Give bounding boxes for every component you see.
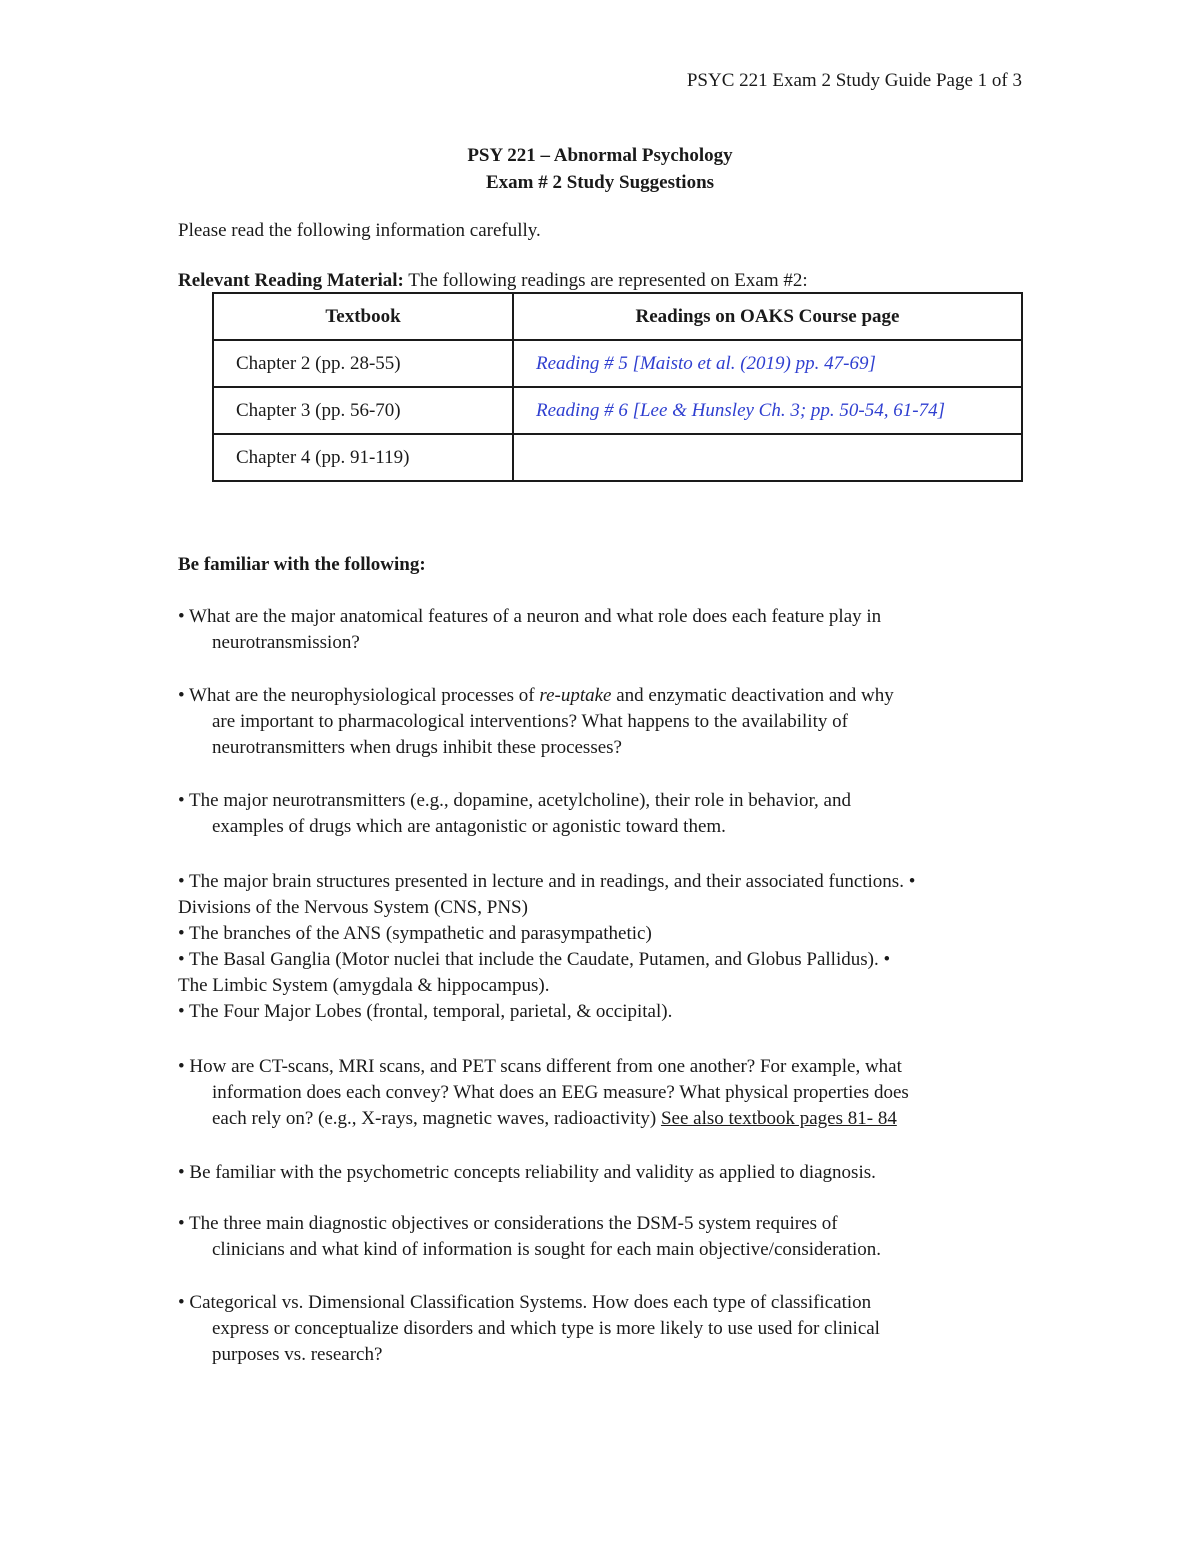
item-line: express or conceptualize disorders and which type is more likely to use used for clinical [212, 1318, 880, 1339]
item-line: • The three main diagnostic objectives or considerations the DSM-5 system requires of [178, 1213, 838, 1234]
reading-cell [513, 340, 1022, 387]
item-line: • Be familiar with the psychometric concepts reliability and validity as applied to diagnosis. [178, 1162, 876, 1183]
item-line: • How are CT-scans, MRI scans, and PET scans different from one another? For example, what [178, 1056, 902, 1077]
page-header: PSYC 221 Exam 2 Study Guide Page 1 of 3 [686, 70, 1022, 91]
item-line: Divisions of the Nervous System (CNS, PNS) [178, 897, 528, 918]
item-line: • The major brain structures presented in lecture and in readings, and their associated functions. • [178, 871, 916, 892]
relevant-reading [178, 270, 808, 292]
item-line: • The Four Major Lobes (frontal, temporal, parietal, & occipital). [178, 1001, 673, 1022]
familiar-heading: Be familiar with the following: [178, 554, 426, 575]
header-textbook: Textbook [213, 293, 513, 340]
item-text: • What are the neurophysiological processes of [178, 685, 540, 706]
course-title: PSY 221 – Abnormal Psychology [467, 145, 733, 166]
textbook-pages-link[interactable]: See also textbook pages 81- 84 [660, 1108, 897, 1129]
list-item-neurotransmitters [178, 788, 1038, 840]
table-row [213, 387, 1022, 434]
item-line: are important to pharmacological interventions? What happens to the availability of [212, 711, 848, 732]
reading-cell [513, 387, 1022, 434]
header-readings: Readings on OAKS Course page [513, 293, 1022, 340]
list-item-dsm [178, 1211, 1038, 1263]
document-title [0, 142, 1200, 196]
item-line [178, 1106, 1038, 1132]
list-item-brain [178, 869, 1038, 1025]
table-header-row [213, 293, 1022, 340]
item-line: • What are the major anatomical features of a neuron and what role does each feature play in [178, 606, 882, 627]
item-text: and enzymatic deactivation and why [611, 685, 894, 706]
item-line: neurotransmitters when drugs inhibit these processes? [212, 737, 622, 758]
item-line: • The major neurotransmitters (e.g., dopamine, acetylcholine), their role in behavior, and [178, 790, 851, 811]
item-line: • The branches of the ANS (sympathetic and parasympathetic) [178, 923, 652, 944]
list-item-neuron [178, 604, 1038, 656]
item-line: neurotransmission? [212, 632, 360, 653]
item-line: information does each convey? What does an EEG measure? What physical properties does [212, 1082, 909, 1103]
item-line: • Categorical vs. Dimensional Classification Systems. How does each type of classification [178, 1292, 872, 1313]
item-line: purposes vs. research? [212, 1344, 383, 1365]
table-row [213, 434, 1022, 481]
textbook-cell: Chapter 2 (pp. 28-55) [213, 340, 513, 387]
list-item-scans [178, 1054, 1038, 1132]
item-line: clinicians and what kind of information is sought for each main objective/consideration. [212, 1239, 882, 1260]
item-text: each rely on? (e.g., X-rays, magnetic waves, radioactivity) [212, 1108, 661, 1129]
relevant-label: Relevant Reading Material: [178, 270, 404, 291]
item-line: • The Basal Ganglia (Motor nuclei that include the Caudate, Putamen, and Globus Pallidus). • [178, 949, 891, 970]
reading-cell [513, 434, 1022, 481]
intro-text: Please read the following information carefully. [178, 220, 541, 241]
readings-table [212, 292, 1023, 482]
list-item-classification [178, 1290, 1038, 1368]
item-line: examples of drugs which are antagonistic or agonistic toward them. [212, 816, 726, 837]
table-row [213, 340, 1022, 387]
textbook-cell: Chapter 4 (pp. 91-119) [213, 434, 513, 481]
list-item-reuptake [178, 683, 1038, 761]
item-line [178, 683, 1038, 709]
item-line: The Limbic System (amygdala & hippocampus). [178, 975, 550, 996]
list-item-psychometric [178, 1160, 1038, 1186]
textbook-cell: Chapter 3 (pp. 56-70) [213, 387, 513, 434]
item-emphasis: re-uptake [539, 685, 612, 706]
exam-title: Exam # 2 Study Suggestions [485, 172, 715, 193]
reading-link[interactable]: Reading # 6 [Lee & Hunsley Ch. 3; pp. 50-54, 61-74] [536, 399, 945, 421]
relevant-text: The following readings are represented on Exam #2: [403, 270, 808, 291]
reading-link[interactable]: Reading # 5 [Maisto et al. (2019) pp. 47-69] [536, 352, 876, 374]
